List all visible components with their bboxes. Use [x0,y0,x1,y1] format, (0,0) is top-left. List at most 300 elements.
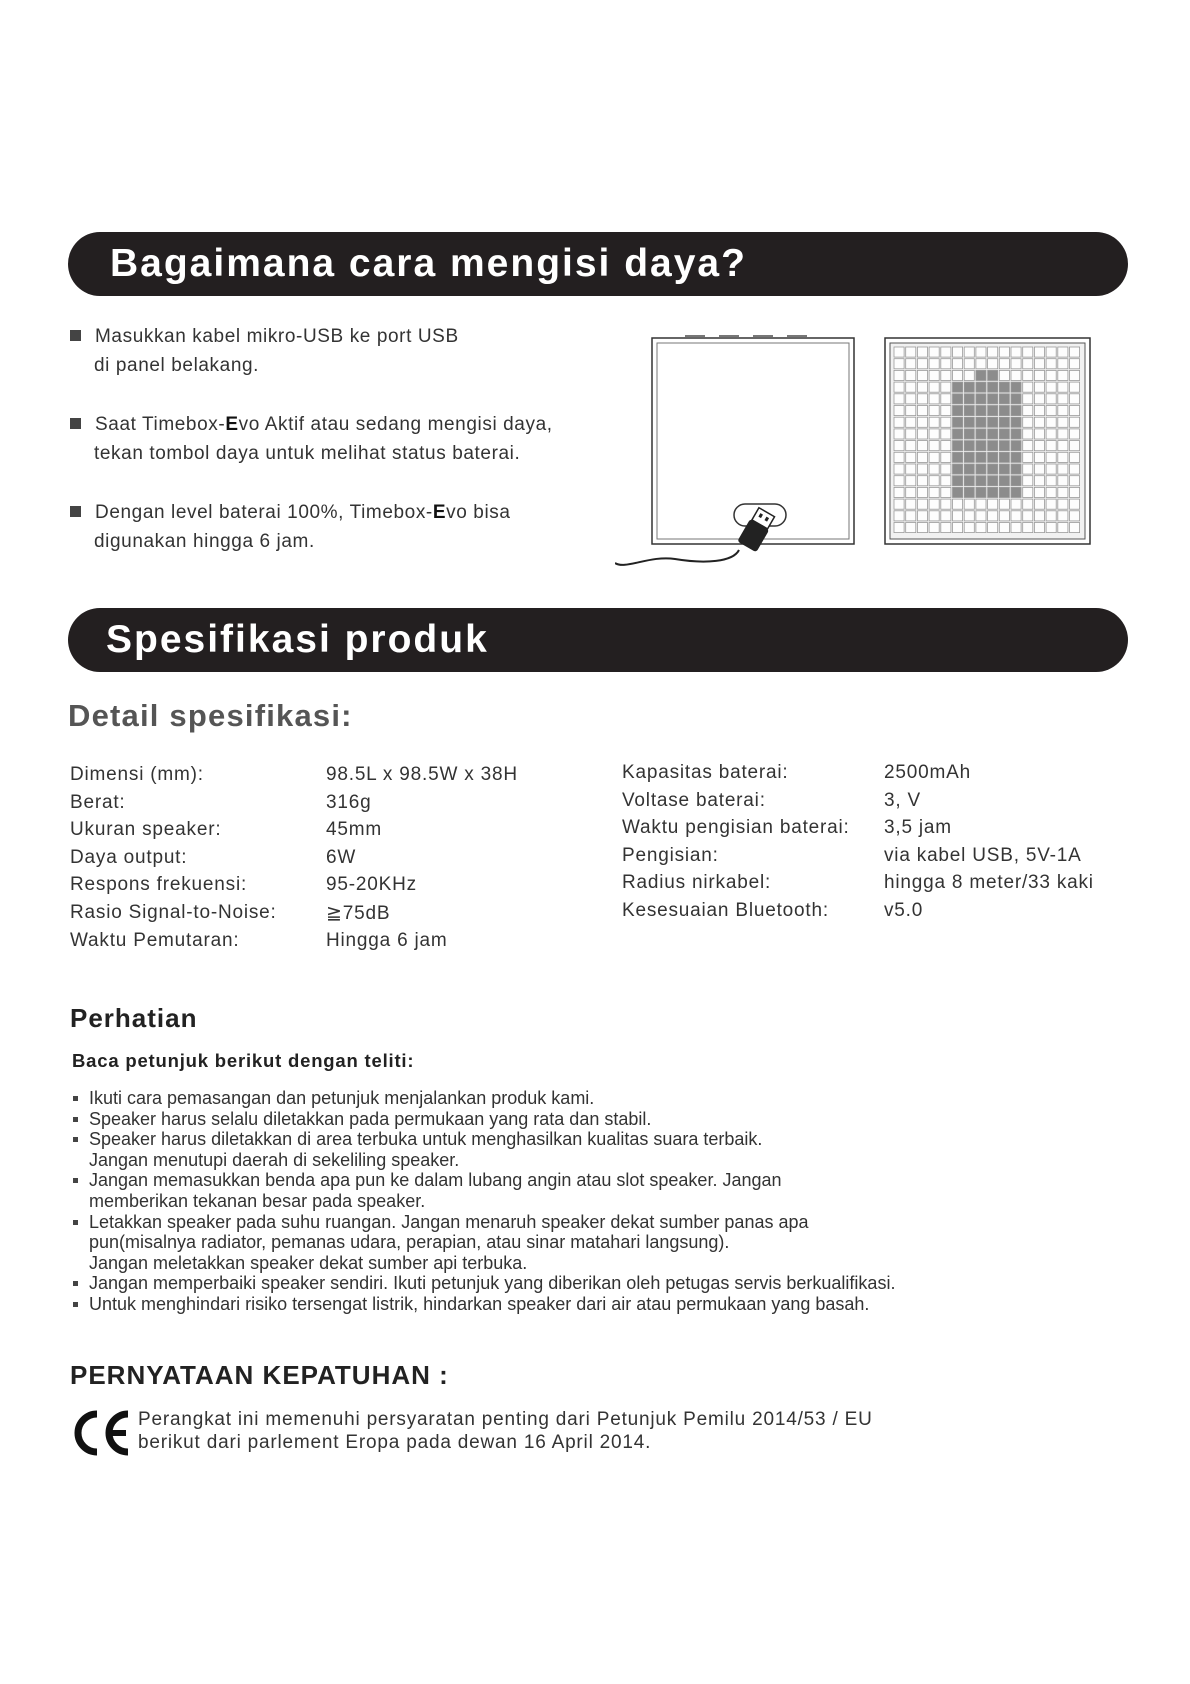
pixel-cell [964,370,974,380]
pixel-cell [953,452,963,462]
pixel-cell [894,370,904,380]
pixel-cell [1058,370,1068,380]
attention-item-line: pun(misalnya radiator, pemanas udara, perapian, atau sinar matahari langsung). [89,1232,730,1253]
pixel-cell [1046,394,1056,404]
pixel-cell [953,441,963,451]
pixel-cell [1034,511,1044,521]
pixel-cell [906,441,916,451]
pixel-cell [999,452,1009,462]
pixel-cell [988,452,998,462]
pixel-cell [894,347,904,357]
pixel-cell [1034,406,1044,416]
pixel-cell [988,441,998,451]
pixel-cell [999,487,1009,497]
spec-label: Waktu Pemutaran: [70,929,240,951]
charging-section-banner [68,232,1128,296]
pixel-cell [1070,441,1080,451]
attention-subheading: Baca petunjuk berikut dengan teliti: [72,1050,415,1071]
pixel-cell [941,347,951,357]
pixel-cell [906,464,916,474]
pixel-cell [941,441,951,451]
pixel-cell [953,429,963,439]
spec-value: 3,5 jam [884,817,952,839]
pixel-cell [1070,370,1080,380]
attention-item [72,1088,972,1109]
spec-value: 98.5L x 98.5W x 38H [326,764,518,785]
pixel-cell [917,429,927,439]
pixel-cell [941,476,951,486]
pixel-cell [917,511,927,521]
pixel-cell [906,429,916,439]
pixel-cell [1070,499,1080,509]
pixel-cell [1034,464,1044,474]
pixel-cell [953,394,963,404]
pixel-cell [917,476,927,486]
pixel-cell [1011,499,1021,509]
pixel-cell [1046,370,1056,380]
spec-label: Dimensi (mm): [70,764,204,785]
pixel-cell [999,347,1009,357]
pixel-cell [894,394,904,404]
attention-item-line: Speaker harus diletakkan di area terbuka untuk menghasilkan kualitas suara terbaik. [89,1129,763,1150]
pixel-cell [964,511,974,521]
pixel-cell [1023,452,1033,462]
pixel-cell [929,487,939,497]
pixel-cell [917,487,927,497]
bullet-text-cont: digunakan hingga 6 jam. [94,531,315,552]
compliance-text [138,1408,873,1454]
pixel-cell [917,452,927,462]
pixel-cell [906,499,916,509]
charging-section-title: Bagaimana cara mengisi daya? [110,242,747,285]
spec-value: v5.0 [884,899,924,921]
pixel-cell [917,359,927,369]
spec-label: Daya output: [70,846,188,868]
pixel-cell [976,523,986,533]
pixel-cell [999,511,1009,521]
attention-item-line: Jangan memasukkan benda apa pun ke dalam lubang angin atau slot speaker. Jangan [89,1170,782,1191]
attention-item [72,1273,972,1294]
spec-value: 3, V [884,789,921,811]
pixel-cell [929,382,939,392]
spec-value: 6W [326,846,357,868]
compliance-line-1: Perangkat ini memenuhi persyaratan penting dari Petunjuk Pemilu 2014/53 / EU [138,1409,873,1430]
pixel-cell [988,406,998,416]
pixel-cell [999,441,1009,451]
pixel-cell [1070,487,1080,497]
pixel-cell [1011,417,1021,427]
pixel-cell [988,417,998,427]
pixel-cell [917,382,927,392]
pixel-cell [988,347,998,357]
pixel-cell [1011,441,1021,451]
attention-item [72,1129,972,1170]
pixel-cell [1046,476,1056,486]
pixel-cell [988,511,998,521]
pixel-cell [964,347,974,357]
pixel-cell [1011,394,1021,404]
pixel-cell [906,370,916,380]
pixel-cell [1023,523,1033,533]
pixel-cell [988,429,998,439]
pixel-cell [1046,511,1056,521]
bullet-square-icon [70,506,81,517]
attention-item-line: Speaker harus selalu diletakkan pada permukaan yang rata dan stabil. [89,1108,652,1129]
compliance-heading: PERNYATAAN KEPATUHAN : [70,1360,449,1390]
pixel-cell [1058,406,1068,416]
pixel-cell [953,417,963,427]
pixel-cell [929,370,939,380]
pixel-cell [953,347,963,357]
pixel-cell [1023,511,1033,521]
pixel-cell [941,417,951,427]
pixel-cell [941,394,951,404]
charge-bullet-1 [70,322,630,380]
attention-item-line: Jangan menutupi daerah di sekeliling speaker. [89,1149,460,1170]
pixel-cell [999,394,1009,404]
pixel-cell [1034,499,1044,509]
pixel-cell [1070,511,1080,521]
pixel-cell [941,511,951,521]
pixel-cell [953,359,963,369]
pixel-cell [1058,464,1068,474]
pixel-cell [953,487,963,497]
spec-label: Rasio Signal-to-Noise: [70,901,277,923]
charge-bullet-3 [70,498,630,556]
pixel-cell [988,359,998,369]
pixel-cell [1070,429,1080,439]
pixel-cell [894,476,904,486]
pixel-cell [1034,441,1044,451]
attention-item [72,1212,972,1274]
pixel-cell [917,394,927,404]
pixel-cell [1023,382,1033,392]
pixel-cell [976,359,986,369]
pixel-cell [988,382,998,392]
spec-label: Kapasitas baterai: [622,762,789,783]
pixel-cell [964,523,974,533]
pixel-cell [964,382,974,392]
pixel-cell [1023,406,1033,416]
pixel-cell [1046,499,1056,509]
pixel-cell [1034,347,1044,357]
spec-value: via kabel USB, 5V-1A [884,844,1082,866]
pixel-cell [964,394,974,404]
pixel-cell [917,370,927,380]
pixel-cell [1070,476,1080,486]
pixel-cell [1046,441,1056,451]
compliance-line-2: berikut dari parlement Eropa pada dewan 16 April 2014. [138,1432,652,1453]
pixel-cell [988,499,998,509]
pixel-cell [894,441,904,451]
pixel-cell [1034,452,1044,462]
bullet-text: Dengan level baterai 100%, Timebox- [95,502,433,523]
pixel-cell [894,487,904,497]
specs-section-title: Spesifikasi produk [106,618,489,661]
pixel-cell [1034,476,1044,486]
pixel-cell [953,406,963,416]
pixel-cell [1046,429,1056,439]
pixel-cell [894,406,904,416]
spec-value: 316g [326,791,372,813]
pixel-cell [917,347,927,357]
pixel-cell [976,511,986,521]
pixel-cell [1070,406,1080,416]
pixel-cell [976,382,986,392]
pixel-cell [976,394,986,404]
pixel-cell [964,406,974,416]
pixel-cell [894,429,904,439]
pixel-cell [917,417,927,427]
spec-value: 45mm [326,819,382,841]
pixel-cell [1058,487,1068,497]
pixel-cell [1058,499,1068,509]
pixel-cell [941,406,951,416]
pixel-cell [976,464,986,474]
pixel-cell [976,406,986,416]
pixel-cell [1046,464,1056,474]
pixel-cell [953,511,963,521]
attention-item [72,1294,972,1315]
pixel-cell [988,476,998,486]
pixel-cell [906,406,916,416]
pixel-cell [906,523,916,533]
pixel-cell [1011,406,1021,416]
pixel-cell [1046,452,1056,462]
pixel-cell [1058,429,1068,439]
pixel-cell [929,417,939,427]
pixel-cell [1070,452,1080,462]
pixel-cell [976,347,986,357]
pixel-cell [917,441,927,451]
pixel-cell [1023,487,1033,497]
pixel-cell [929,359,939,369]
pixel-cell [1034,370,1044,380]
pixel-cell [1023,359,1033,369]
attention-item-line: Untuk menghindari risiko tersengat listrik, hindarkan speaker dari air atau permukaan yang basah. [89,1293,870,1314]
pixel-cell [988,523,998,533]
pixel-cell [906,394,916,404]
ce-mark-icon [70,1408,132,1458]
pixel-cell [976,452,986,462]
pixel-cell [953,499,963,509]
spec-value: 2500mAh [884,762,971,783]
pixel-cell [894,452,904,462]
pixel-cell [1058,523,1068,533]
attention-item-line: Letakkan speaker pada suhu ruangan. Jangan menaruh speaker dekat sumber panas apa [89,1211,809,1232]
spec-value: 95-20KHz [326,874,417,896]
bullet-text-bold: E [432,502,447,523]
pixel-cell [953,523,963,533]
pixel-cell [964,499,974,509]
pixel-cell [1011,359,1021,369]
pixel-cell [976,487,986,497]
pixel-cell [988,370,998,380]
pixel-cell [941,429,951,439]
pixel-cell [906,359,916,369]
bullet-text-cont: di panel belakang. [94,355,260,376]
pixel-cell [999,382,1009,392]
pixel-cell [976,429,986,439]
pixel-cell [1058,394,1068,404]
pixel-cell [988,464,998,474]
attention-item-line: Jangan meletakkan speaker dekat sumber api terbuka. [89,1252,528,1273]
pixel-cell [906,382,916,392]
pixel-cell [1046,406,1056,416]
pixel-cell [1046,417,1056,427]
spec-label: Ukuran speaker: [70,819,222,841]
pixel-cell [999,406,1009,416]
pixel-cell [976,417,986,427]
pixel-cell [1070,382,1080,392]
pixel-cell [894,523,904,533]
spec-label: Voltase baterai: [622,789,766,811]
spec-label: Kesesuaian Bluetooth: [622,899,829,921]
pixel-cell [1058,359,1068,369]
pixel-cell [929,499,939,509]
pixel-cell [917,464,927,474]
pixel-cell [929,429,939,439]
pixel-cell [941,382,951,392]
pixel-cell [1023,347,1033,357]
pixel-cell [1011,347,1021,357]
pixel-cell [988,487,998,497]
spec-label: Radius nirkabel: [622,872,772,894]
pixel-cell [988,394,998,404]
pixel-cell [1046,347,1056,357]
spec-label: Berat: [70,791,126,813]
pixel-cell [1058,476,1068,486]
speaker-back-icon [652,336,854,544]
pixel-cell [1011,487,1021,497]
bullet-square-icon [70,418,81,429]
pixel-cell [964,441,974,451]
pixel-cell [941,487,951,497]
pixel-cell [964,464,974,474]
pixel-cell [1058,382,1068,392]
pixel-cell [976,441,986,451]
pixel-cell [929,406,939,416]
attention-item-line: Ikuti cara pemasangan dan petunjuk menjalankan produk kami. [89,1088,595,1108]
pixel-cell [1023,476,1033,486]
pixel-cell [1023,429,1033,439]
pixel-cell [976,499,986,509]
pixel-cell [906,487,916,497]
spec-value: ≧75dB [326,902,391,924]
pixel-cell [953,464,963,474]
bullet-text: Saat Timebox- [95,414,226,435]
pixel-cell [964,487,974,497]
pixel-cell [999,499,1009,509]
pixel-cell [999,370,1009,380]
pixel-cell [953,382,963,392]
pixel-cell [894,464,904,474]
pixel-cell [917,499,927,509]
pixel-cell [953,370,963,380]
attention-list [72,1088,972,1315]
pixel-cell [999,523,1009,533]
pixel-cell [1070,359,1080,369]
pixel-cell [953,476,963,486]
pixel-cell [941,359,951,369]
specs-section-banner [68,608,1128,672]
attention-item [72,1109,972,1130]
pixel-cell [1023,417,1033,427]
pixel-cell [1058,417,1068,427]
pixel-cell [929,523,939,533]
pixel-cell [1034,523,1044,533]
bullet-text: vo bisa [446,502,511,523]
bullet-text: vo Aktif atau sedang mengisi daya, [238,414,553,435]
pixel-cell [1070,464,1080,474]
pixel-cell [1070,523,1080,533]
pixel-cell [917,523,927,533]
attention-item-line: memberikan tekanan besar pada speaker. [89,1190,426,1211]
pixel-cell [906,417,916,427]
pixel-cell [1023,394,1033,404]
pixel-cell [1011,452,1021,462]
pixel-cell [1011,370,1021,380]
pixel-cell [964,452,974,462]
spec-value: hingga 8 meter/33 kaki [884,872,1094,894]
bullet-text: Masukkan kabel mikro-USB ke port USB [95,326,459,347]
pixel-cell [1058,347,1068,357]
spec-label: Pengisian: [622,844,719,866]
pixel-cell [906,476,916,486]
pixel-cell [1011,382,1021,392]
pixel-cell [941,370,951,380]
pixel-cell [1070,347,1080,357]
pixel-cell [1046,359,1056,369]
bullet-text-bold: E [225,414,239,435]
attention-heading: Perhatian [70,1003,198,1033]
pixel-cell [929,511,939,521]
pixel-cell [976,370,986,380]
pixel-cell [929,452,939,462]
spec-value: Hingga 6 jam [326,929,448,951]
spec-detail-heading: Detail spesifikasi: [68,698,353,733]
pixel-cell [929,464,939,474]
pixel-cell [999,417,1009,427]
pixel-cell [1023,464,1033,474]
spec-label: Respons frekuensi: [70,874,248,896]
pixel-cell [906,511,916,521]
bullet-square-icon [70,330,81,341]
pixel-cell [964,359,974,369]
pixel-cell [941,464,951,474]
attention-item-line: Jangan memperbaiki speaker sendiri. Ikuti petunjuk yang diberikan oleh petugas servis berkualifikasi. [89,1273,896,1294]
pixel-cell [894,359,904,369]
pixel-cell [1034,417,1044,427]
pixel-cell [1011,511,1021,521]
pixel-cell [894,499,904,509]
pixel-cell [976,476,986,486]
pixel-cell [1023,441,1033,451]
pixel-cell [929,441,939,451]
pixel-cell [999,464,1009,474]
pixel-cell [1011,429,1021,439]
pixel-cell [1034,359,1044,369]
pixel-cell [1011,523,1021,533]
pixel-cell [964,476,974,486]
pixel-cell [894,417,904,427]
pixel-cell [1034,382,1044,392]
pixel-cell [929,476,939,486]
pixel-cell [941,499,951,509]
pixel-cell [999,359,1009,369]
pixel-cell [1046,523,1056,533]
pixel-cell [1046,487,1056,497]
